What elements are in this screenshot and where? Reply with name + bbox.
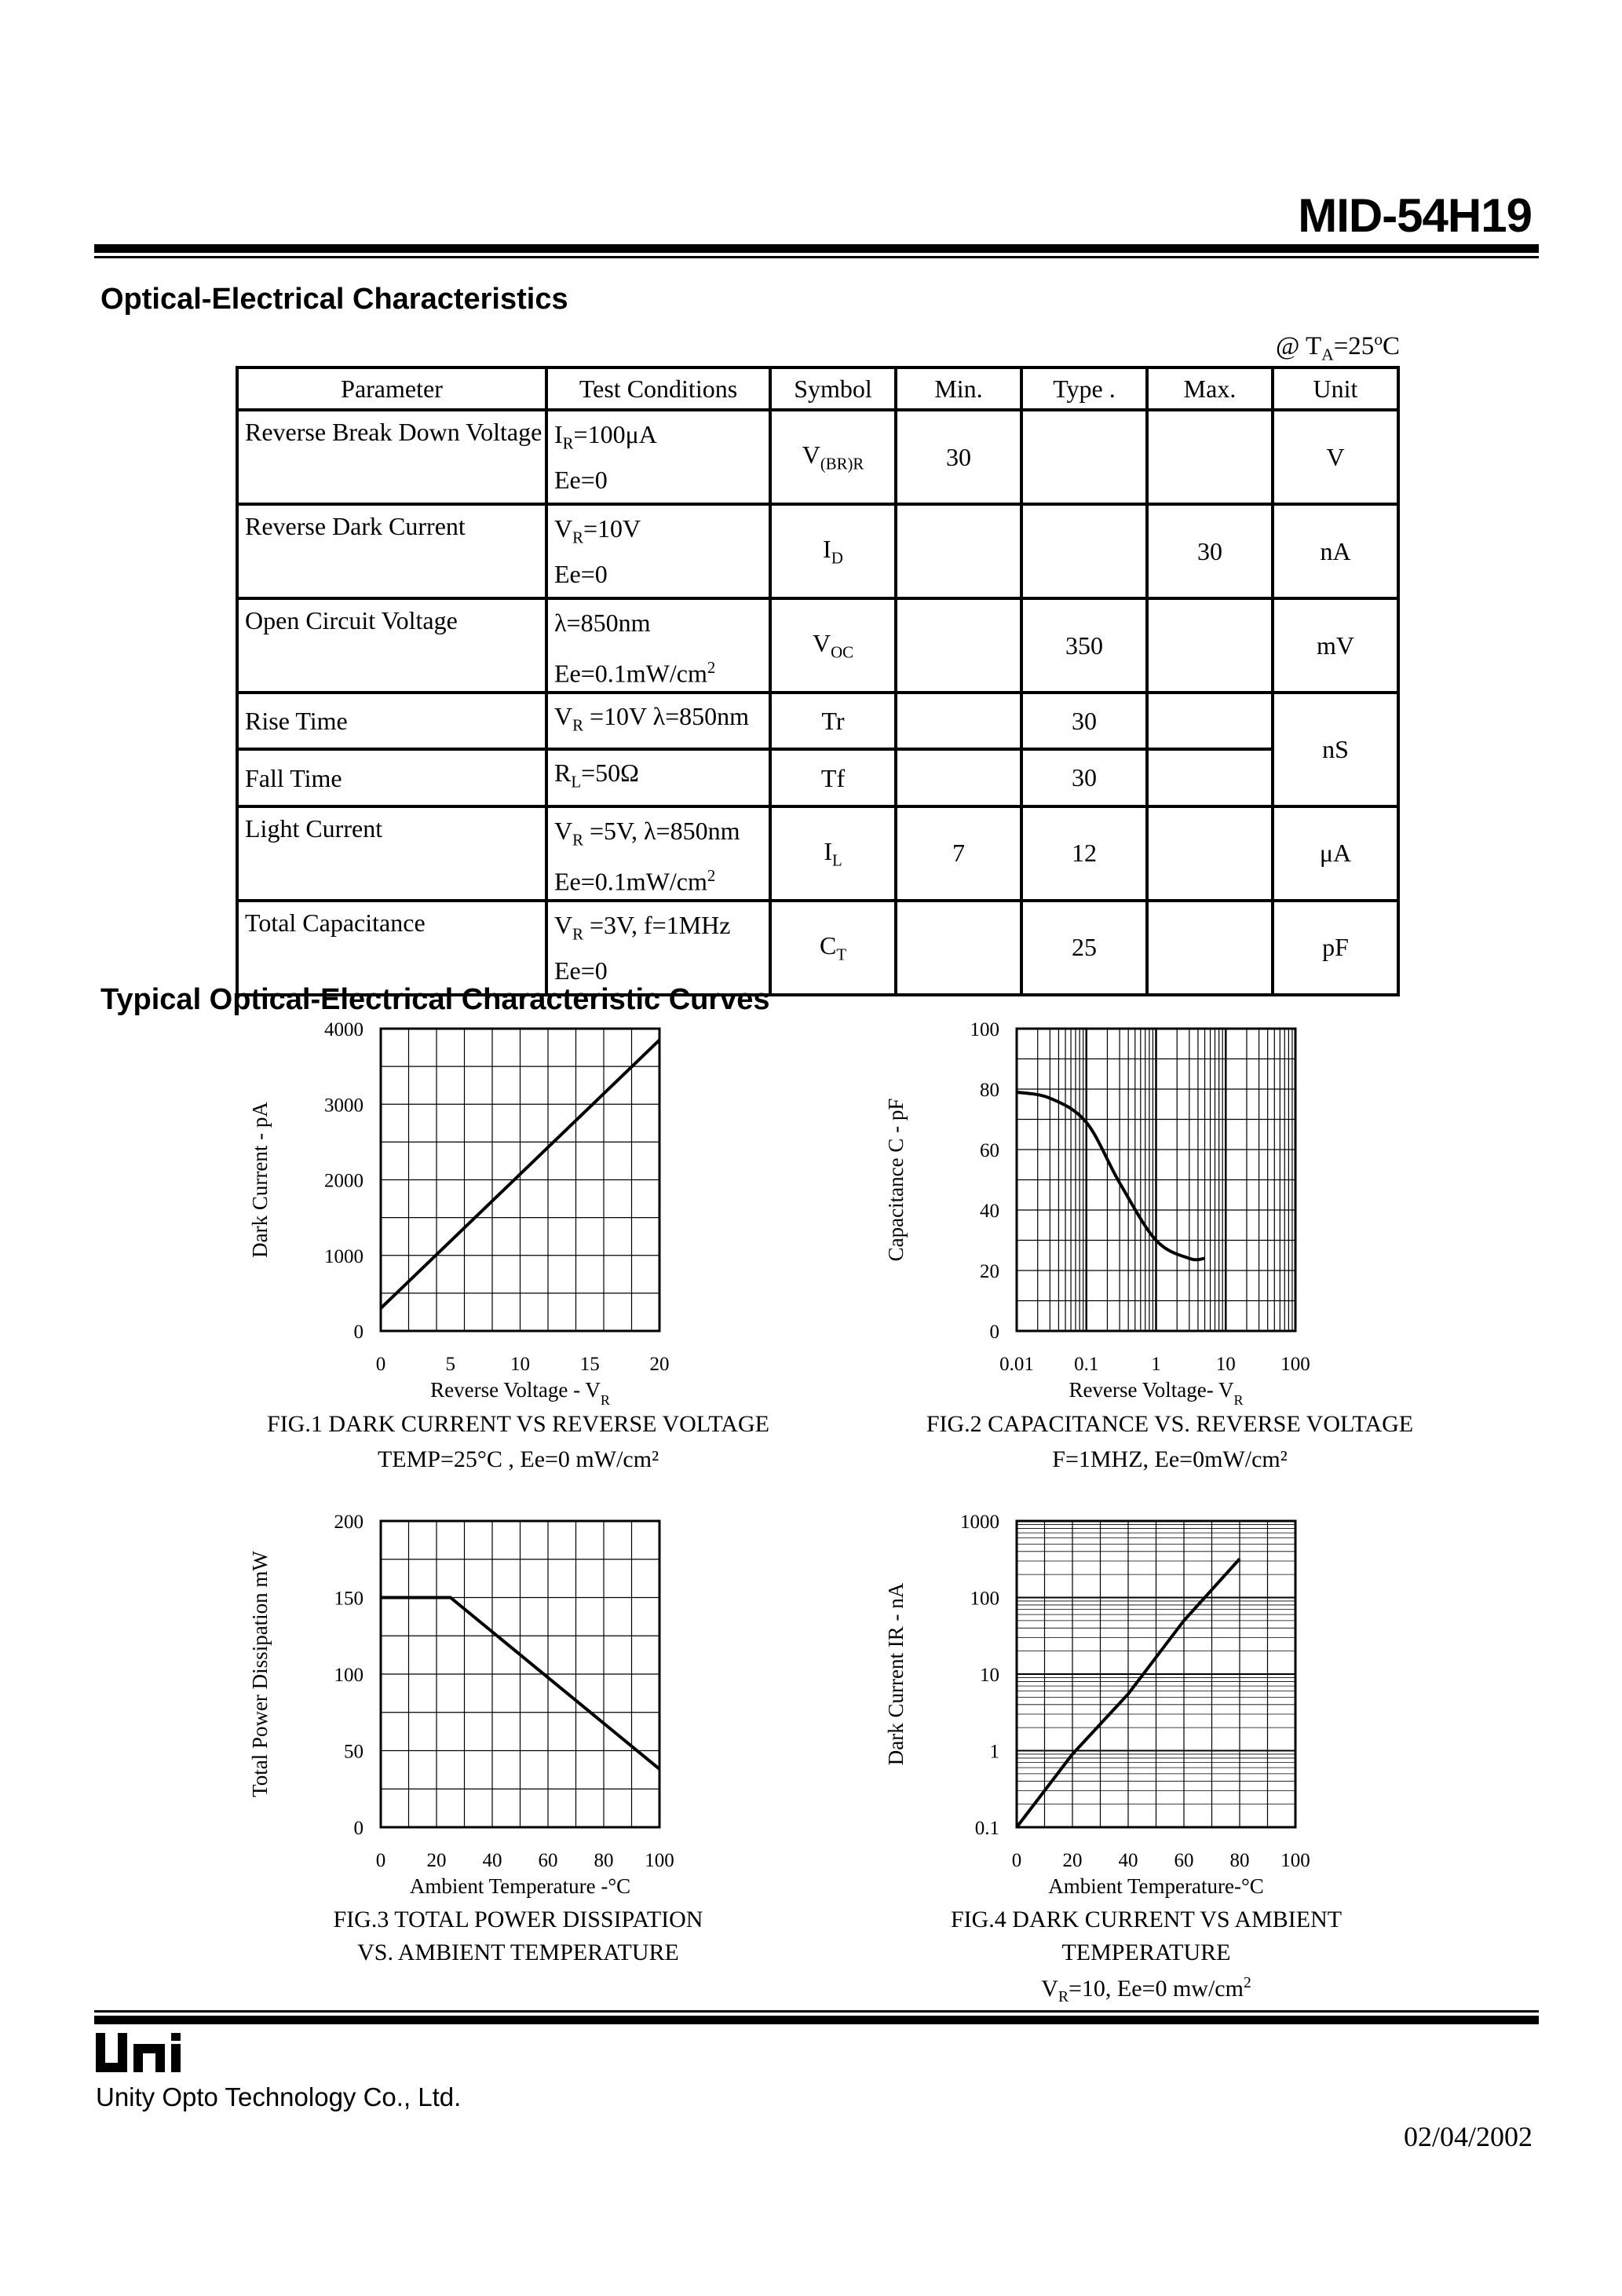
min-cell: [896, 749, 1021, 806]
fig4-subcaption2: $V_R=10$, Ee=0 $mw/cm^2$: [1041, 1975, 1251, 2005]
col-header: Parameter: [237, 367, 546, 410]
company-name: Unity Opto Technology Co., Ltd.: [96, 2082, 462, 2111]
x-tick-label: 0.01: [999, 1354, 1034, 1375]
param-cell: Reverse Dark Current: [237, 504, 546, 598]
table-row: [237, 806, 1398, 901]
table-row: [237, 410, 1398, 504]
company-logo: [94, 2030, 196, 2081]
unit-cell: V: [1273, 410, 1398, 504]
y-tick-label: 200: [334, 1512, 363, 1533]
x-tick-label: 100: [1280, 1354, 1310, 1375]
symbol-cell: $V_{OC}$: [770, 598, 896, 693]
typ-cell: 30: [1021, 749, 1147, 806]
chart-capacitance-vs-voltage: [856, 1013, 1405, 1413]
x-tick-label: 100: [1280, 1850, 1310, 1871]
max-cell: [1147, 806, 1273, 901]
param-cell: Open Circuit Voltage: [237, 598, 546, 693]
data-line: [1017, 1092, 1205, 1260]
y-tick-label: 3000: [324, 1095, 363, 1117]
header-rule-thick: [94, 244, 1539, 253]
x-tick-label: 0: [375, 1354, 386, 1375]
max-cell: [1147, 410, 1273, 504]
y-tick-label: 1: [989, 1741, 999, 1763]
section-title-curves: Typical Optical-Electrical Characteristic Curves: [100, 983, 770, 1016]
min-cell: [896, 901, 1021, 995]
uni-logo-icon: [94, 2030, 196, 2077]
y-tick-label: 150: [334, 1588, 363, 1610]
y-axis-label: Dark Current - pA: [248, 1102, 272, 1258]
y-tick-label: 50: [344, 1741, 363, 1763]
x-tick-label: 100: [645, 1850, 674, 1871]
y-tick-label: 0.1: [974, 1818, 999, 1839]
unit-cell: nA: [1273, 504, 1398, 598]
condition-cell: $V_R=10V$ Ee=0: [546, 504, 770, 598]
fig4-caption: FIG.4 DARK CURRENT VS AMBIENT: [950, 1907, 1343, 1932]
table-header-row: [237, 367, 1398, 410]
part-number: MID-54H19: [1298, 189, 1532, 242]
condition-cell: $V_R =5V$, λ=850nm $Ee=0.1mW/cm^2$: [546, 806, 770, 901]
condition-cell: λ=850nm $Ee=0.1mW/cm^2$: [546, 598, 770, 693]
x-axis-label: Reverse Voltage - $V_R$: [430, 1378, 610, 1408]
fig2-caption: FIG.2 CAPACITANCE VS. REVERSE VOLTAGE: [926, 1411, 1414, 1437]
y-axis-label: Total Power Dissipation mW: [248, 1551, 272, 1797]
max-cell: [1147, 749, 1273, 806]
col-header: Symbol: [770, 367, 896, 410]
x-axis-label: Ambient Temperature-°C: [1048, 1874, 1264, 1898]
symbol-cell: $C_T$: [770, 901, 896, 995]
min-cell: [896, 693, 1021, 749]
y-axis-label: Capacitance C - pF: [884, 1098, 908, 1262]
min-cell: [896, 504, 1021, 598]
y-tick-label: 4000: [324, 1019, 363, 1040]
x-axis-label: Ambient Temperature -°C: [409, 1874, 631, 1898]
col-header: Unit: [1273, 367, 1398, 410]
symbol-cell: $V_{(BR)R}$: [770, 410, 896, 504]
x-tick-label: 80: [1229, 1850, 1250, 1871]
y-axis-label: Dark Current IR - nA: [884, 1582, 908, 1766]
fig1-caption: FIG.1 DARK CURRENT VS REVERSE VOLTAGE: [267, 1411, 769, 1437]
max-cell: [1147, 598, 1273, 693]
y-tick-label: 60: [980, 1140, 999, 1161]
typ-cell: 30: [1021, 693, 1147, 749]
x-tick-label: 60: [1174, 1850, 1194, 1871]
y-tick-label: 0: [353, 1322, 363, 1343]
min-cell: 7: [896, 806, 1021, 901]
chart-dark-current-vs-voltage: [220, 1013, 754, 1413]
characteristics-table: [236, 366, 1400, 996]
x-tick-label: 0: [375, 1850, 386, 1871]
max-cell: [1147, 693, 1273, 749]
y-tick-label: 1000: [960, 1512, 999, 1533]
typ-cell: [1021, 410, 1147, 504]
footer-rule-thin: [94, 2010, 1539, 2013]
x-axis-label: Reverse Voltage- $V_R$: [1069, 1378, 1244, 1408]
symbol-cell: $I_L$: [770, 806, 896, 901]
temperature-condition: @ $T_A=25^oC$: [1276, 330, 1401, 364]
chart-power-dissipation: [220, 1496, 754, 1904]
x-tick-label: 20: [649, 1354, 670, 1375]
y-tick-label: 100: [970, 1019, 999, 1040]
footer-rule-thick: [94, 2016, 1539, 2024]
x-tick-label: 20: [426, 1850, 447, 1871]
section-title-characteristics: Optical-Electrical Characteristics: [100, 283, 568, 316]
param-cell: Total Capacitance: [237, 901, 546, 995]
fig1-subcaption: TEMP=25°C , Ee=0 mW/cm²: [377, 1446, 659, 1472]
x-tick-label: 40: [482, 1850, 502, 1871]
x-tick-label: 20: [1062, 1850, 1083, 1871]
fig4-subcaption: TEMPERATURE: [1061, 1940, 1231, 1965]
typ-cell: [1021, 504, 1147, 598]
table-row: [237, 693, 1398, 749]
y-tick-label: 100: [334, 1665, 363, 1686]
col-header: Min.: [896, 367, 1021, 410]
x-tick-label: 10: [1215, 1354, 1236, 1375]
x-tick-label: 0: [1011, 1850, 1022, 1871]
table-row: [237, 504, 1398, 598]
condition-cell: $R_L=50\Omega$: [546, 749, 770, 806]
typ-cell: 25: [1021, 901, 1147, 995]
unit-cell: nS: [1273, 693, 1398, 806]
param-cell: Reverse Break Down Voltage: [237, 410, 546, 504]
min-cell: [896, 598, 1021, 693]
y-tick-label: 40: [980, 1201, 999, 1222]
chart-dark-current-vs-temperature: [856, 1496, 1405, 1904]
y-tick-label: 0: [353, 1818, 363, 1839]
condition-cell: $V_R =10V$ λ=850nm: [546, 693, 770, 749]
y-tick-label: 100: [970, 1588, 999, 1610]
max-cell: 30: [1147, 504, 1273, 598]
y-tick-label: 0: [989, 1322, 999, 1343]
fig3-caption: FIG.3 TOTAL POWER DISSIPATION: [333, 1907, 703, 1932]
x-tick-label: 15: [579, 1354, 600, 1375]
fig3-subcaption: VS. AMBIENT TEMPERATURE: [357, 1940, 679, 1965]
y-tick-label: 1000: [324, 1245, 363, 1267]
col-header: Max.: [1147, 367, 1273, 410]
x-tick-label: 10: [510, 1354, 530, 1375]
x-tick-label: 40: [1118, 1850, 1138, 1871]
param-cell: Light Current: [237, 806, 546, 901]
col-header: Type .: [1021, 367, 1147, 410]
symbol-cell: $I_D$: [770, 504, 896, 598]
param-cell: Fall Time: [237, 749, 546, 806]
x-tick-label: 5: [445, 1354, 455, 1375]
y-tick-label: 10: [980, 1665, 999, 1686]
min-cell: 30: [896, 410, 1021, 504]
table-row: [237, 749, 1398, 806]
max-cell: [1147, 901, 1273, 995]
document-date: 02/04/2002: [1403, 2121, 1532, 2152]
typ-cell: 12: [1021, 806, 1147, 901]
fig2-subcaption: F=1MHZ, Ee=0mW/cm²: [1052, 1446, 1288, 1472]
symbol-cell: Tf: [770, 749, 896, 806]
condition-cell: $I_R=100\mu A$ Ee=0: [546, 410, 770, 504]
x-tick-label: 0.1: [1074, 1354, 1099, 1375]
unit-cell: mV: [1273, 598, 1398, 693]
table-row: [237, 901, 1398, 995]
y-tick-label: 2000: [324, 1170, 363, 1192]
y-tick-label: 80: [980, 1080, 999, 1101]
x-tick-label: 1: [1151, 1354, 1161, 1375]
typ-cell: 350: [1021, 598, 1147, 693]
symbol-cell: Tr: [770, 693, 896, 749]
table-row: [237, 598, 1398, 693]
unit-cell: μA: [1273, 806, 1398, 901]
header-rule-thin: [94, 256, 1539, 258]
condition-cell: $V_R =3V$, f=1MHz Ee=0: [546, 901, 770, 995]
param-cell: Rise Time: [237, 693, 546, 749]
unit-cell: pF: [1273, 901, 1398, 995]
x-tick-label: 60: [538, 1850, 558, 1871]
x-tick-label: 80: [594, 1850, 614, 1871]
y-tick-label: 20: [980, 1261, 999, 1282]
col-header: Test Conditions: [546, 367, 770, 410]
